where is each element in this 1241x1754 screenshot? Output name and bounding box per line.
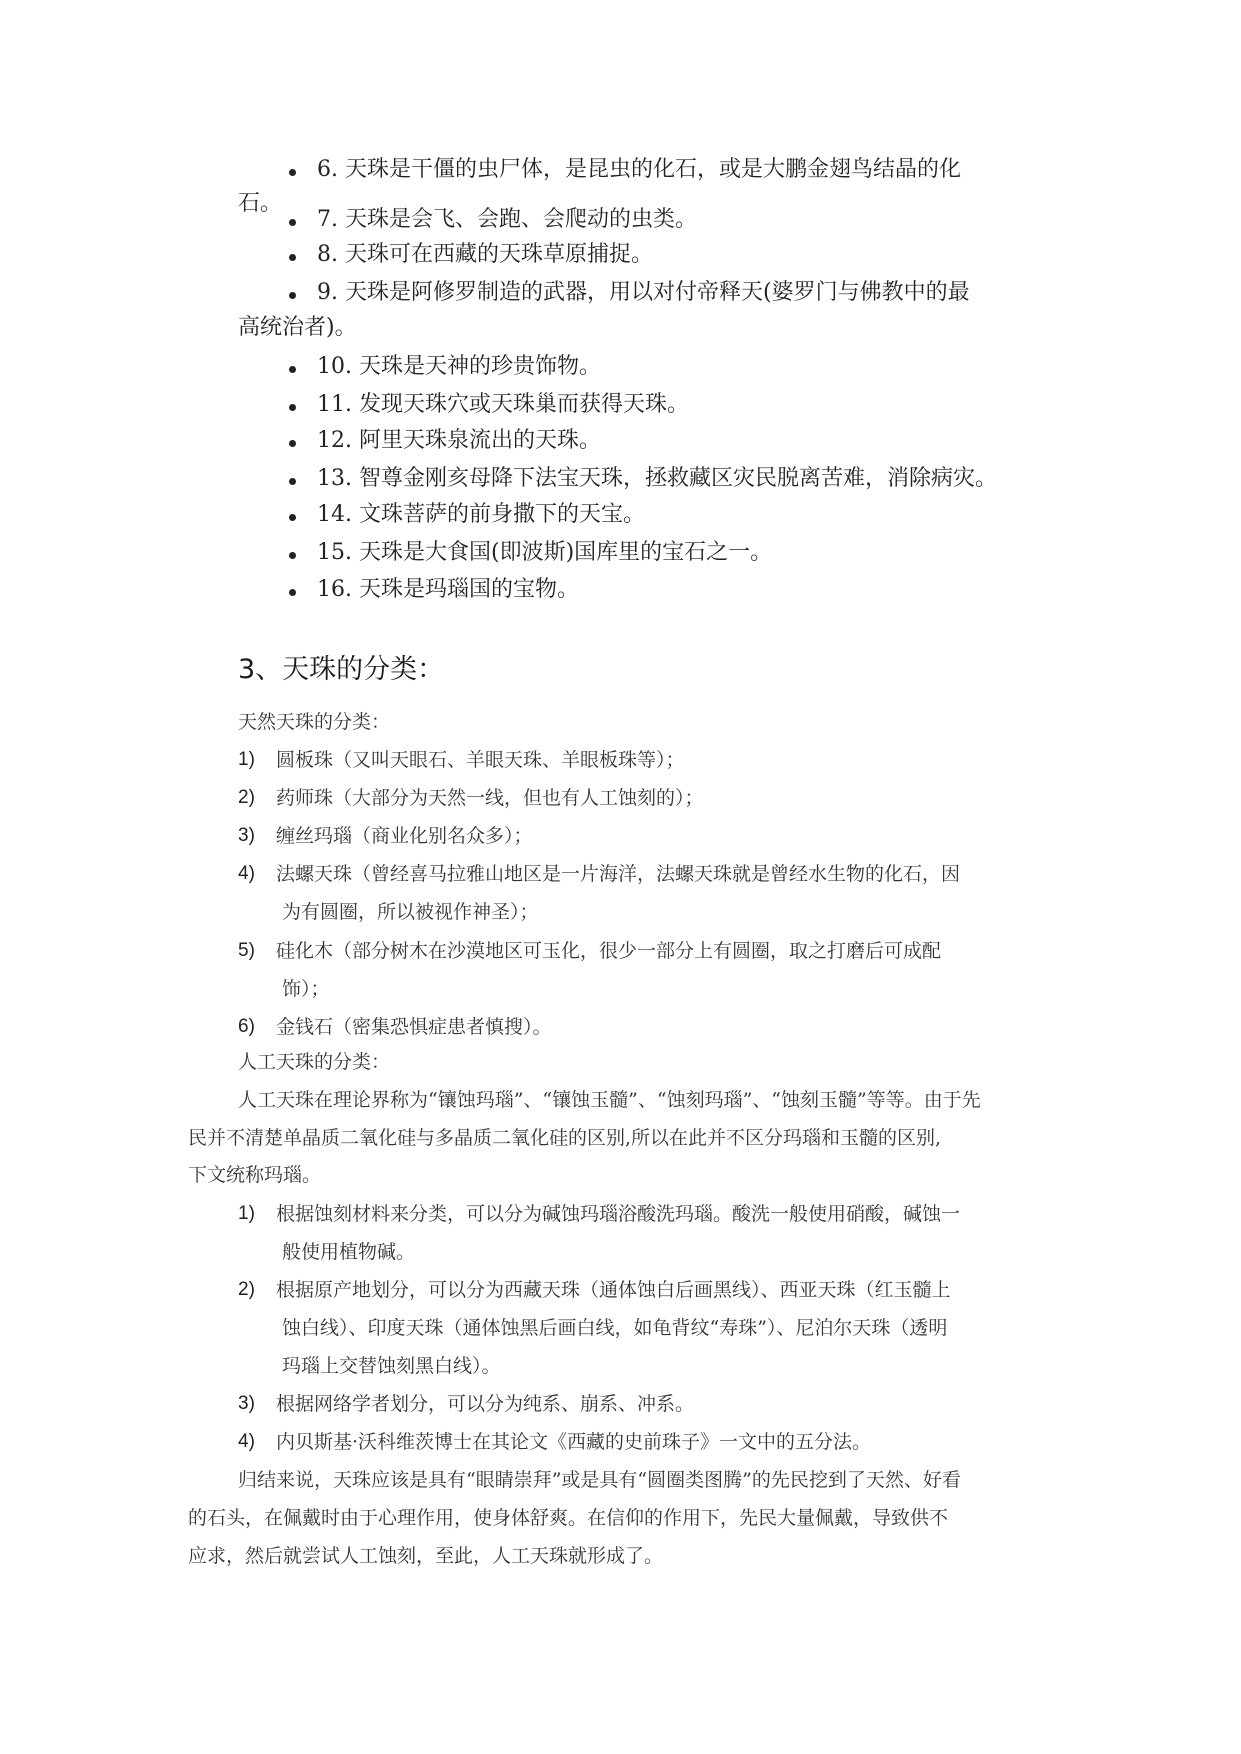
natural-item-continuation: 饰）； (282, 978, 330, 1000)
section-heading: 3、天珠的分类： (238, 654, 445, 685)
list-number: 3) (238, 825, 255, 846)
natural-item: 药师珠（大部分为天然一线，但也有人工蚀刻的）； (276, 787, 704, 809)
natural-item: 金钱石（密集恐惧症患者慎搜）。 (276, 1016, 552, 1038)
bullet-icon (289, 440, 296, 447)
list-number: 4) (238, 863, 255, 884)
conclusion-line: 的石头，在佩戴时由于心理作用，使身体舒爽。在信仰的作用下，先民大量佩戴，导致供不 (188, 1507, 949, 1529)
artificial-title: 人工天珠的分类： (238, 1051, 391, 1073)
list-number: 6) (238, 1016, 255, 1037)
natural-item-continuation: 为有圆圈，所以被视作神圣）； (282, 901, 539, 923)
artificial-item-continuation: 蚀白线）、印度天珠（通体蚀黑后画白线，如龟背纹“寿珠”）、尼泊尔天珠（透明 (282, 1317, 948, 1339)
artificial-item-continuation: 般使用植物碱。 (282, 1241, 416, 1263)
legend-item: 8. 天珠可在西藏的天珠草原捕捉。 (317, 242, 653, 267)
natural-item: 硅化木（部分树木在沙漠地区可玉化，很少一部分上有圆圈，取之打磨后可成配 (276, 940, 942, 962)
list-number: 1) (238, 749, 255, 770)
conclusion-line: 归结来说，天珠应该是具有“眼睛崇拜”或是具有“圆圈类图腾”的先民挖到了天然、好看 (238, 1469, 961, 1491)
list-number: 4) (238, 1431, 255, 1452)
intro-line: 下文统称玛瑙。 (188, 1164, 322, 1186)
bullet-icon (289, 254, 296, 261)
bullet-icon (289, 366, 296, 373)
intro-line: 民并不清楚单晶质二氧化硅与多晶质二氧化硅的区别,所以在此并不区分玛瑙和玉髓的区别, (188, 1127, 942, 1149)
legend-item: 13. 智尊金刚亥母降下法宝天珠，拯救藏区灾民脱离苦难，消除病灾。 (317, 466, 997, 491)
artificial-item: 根据蚀刻材料来分类，可以分为碱蚀玛瑙浴酸洗玛瑙。酸洗一般使用硝酸，碱蚀一 (276, 1203, 961, 1225)
list-number: 2) (238, 787, 255, 808)
legend-item: 6. 天珠是干僵的虫尸体，是昆虫的化石，或是大鹏金翅鸟结晶的化 (317, 157, 961, 182)
artificial-item: 内贝斯基·沃科维茨博士在其论文《西藏的史前珠子》一文中的五分法。 (276, 1431, 872, 1453)
artificial-item-continuation: 玛瑙上交替蚀刻黑白线）。 (282, 1355, 501, 1377)
legend-item: 15. 天珠是大食国(即波斯)国库里的宝石之一。 (317, 540, 773, 565)
natural-title: 天然天珠的分类： (238, 711, 391, 733)
bullet-icon (289, 589, 296, 596)
bullet-icon (289, 292, 296, 299)
conclusion-line: 应求，然后就尝试人工蚀刻，至此，人工天珠就形成了。 (188, 1545, 664, 1567)
bullet-icon (289, 219, 296, 226)
bullet-icon (289, 478, 296, 485)
legend-item-continuation: 高统治者)。 (238, 315, 357, 340)
list-number: 5) (238, 940, 255, 961)
legend-item: 10. 天珠是天神的珍贵饰物。 (317, 354, 601, 379)
list-number: 3) (238, 1393, 255, 1414)
natural-item: 圆板珠（又叫天眼石、羊眼天珠、羊眼板珠等）； (276, 749, 685, 771)
natural-item: 缠丝玛瑙（商业化别名众多）； (276, 825, 533, 847)
artificial-item: 根据网络学者划分，可以分为纯系、崩系、冲系。 (276, 1393, 695, 1415)
legend-item: 14. 文珠菩萨的前身撒下的天宝。 (317, 502, 645, 527)
legend-item: 7. 天珠是会飞、会跑、会爬动的虫类。 (317, 207, 697, 232)
list-number: 1) (238, 1203, 255, 1224)
legend-item: 11. 发现天珠穴或天珠巢而获得天珠。 (317, 392, 689, 417)
legend-item: 12. 阿里天珠泉流出的天珠。 (317, 428, 601, 453)
list-number: 2) (238, 1279, 255, 1300)
artificial-item: 根据原产地划分，可以分为西藏天珠（通体蚀白后画黑线）、西亚天珠（红玉髓上 (276, 1279, 951, 1301)
legend-item: 9. 天珠是阿修罗制造的武器，用以对付帝释天(婆罗门与佛教中的最 (317, 280, 970, 305)
bullet-icon (289, 404, 296, 411)
bullet-icon (289, 514, 296, 521)
bullet-icon (289, 169, 296, 176)
legend-item-continuation: 石。 (238, 191, 283, 216)
natural-item: 法螺天珠（曾经喜马拉雅山地区是一片海洋，法螺天珠就是曾经水生物的化石，因 (276, 863, 961, 885)
legend-item: 16. 天珠是玛瑙国的宝物。 (317, 577, 579, 602)
bullet-icon (289, 552, 296, 559)
intro-line: 人工天珠在理论界称为“镶蚀玛瑙”、“镶蚀玉髓”、“蚀刻玛瑙”、“蚀刻玉髓”等等。由于先 (238, 1089, 981, 1111)
